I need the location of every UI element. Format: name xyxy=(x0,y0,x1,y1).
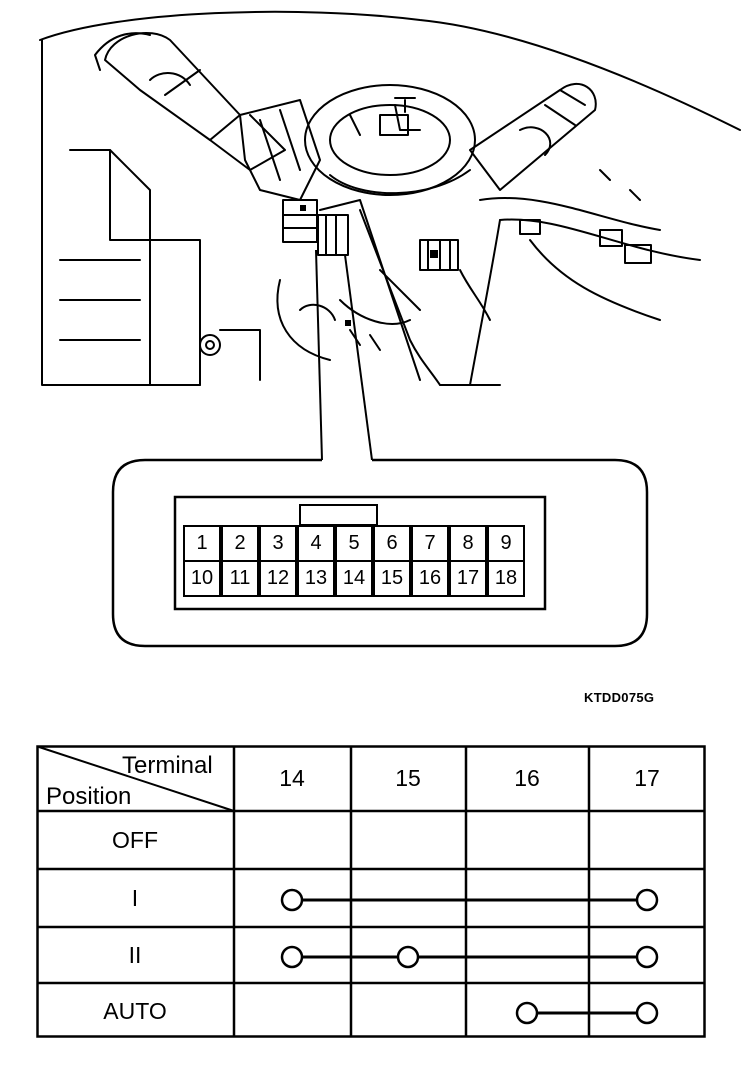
position-label-ii: II xyxy=(128,942,142,968)
position-label-i: I xyxy=(131,885,139,911)
connector-pin-10: 10 xyxy=(183,560,221,597)
continuity-node-i-14 xyxy=(282,890,302,910)
connector-pin-11: 11 xyxy=(221,560,259,597)
connector-pin-14: 14 xyxy=(335,560,373,597)
continuity-node-i-17 xyxy=(637,890,657,910)
header-terminal: Terminal xyxy=(122,752,213,779)
connector-pin-2: 2 xyxy=(221,525,259,562)
terminal-header-15: 15 xyxy=(395,765,421,791)
continuity-node-ii-17 xyxy=(637,947,657,967)
connector-pin-17: 17 xyxy=(449,560,487,597)
position-label-auto: AUTO xyxy=(103,998,167,1024)
terminal-header-14: 14 xyxy=(279,765,305,791)
connector-pin-6: 6 xyxy=(373,525,411,562)
connector-face xyxy=(183,525,533,601)
connector-pin-7: 7 xyxy=(411,525,449,562)
connector-pin-3: 3 xyxy=(259,525,297,562)
position-label-off: OFF xyxy=(112,827,158,853)
continuity-node-ii-14 xyxy=(282,947,302,967)
connector-pin-4: 4 xyxy=(297,525,335,562)
connector-pin-16: 16 xyxy=(411,560,449,597)
continuity-node-auto-16 xyxy=(517,1003,537,1023)
connector-pin-8: 8 xyxy=(449,525,487,562)
connector-pin-1: 1 xyxy=(183,525,221,562)
reference-code: KTDD075G xyxy=(584,690,655,705)
connector-pin-15: 15 xyxy=(373,560,411,597)
terminal-header-17: 17 xyxy=(634,765,660,791)
connector-pin-5: 5 xyxy=(335,525,373,562)
connector-pin-9: 9 xyxy=(487,525,525,562)
connector-pin-13: 13 xyxy=(297,560,335,597)
header-position: Position xyxy=(46,783,132,810)
connector-pin-12: 12 xyxy=(259,560,297,597)
continuity-node-auto-17 xyxy=(637,1003,657,1023)
continuity-node-ii-15 xyxy=(398,947,418,967)
terminal-header-16: 16 xyxy=(514,765,540,791)
connector-pin-18: 18 xyxy=(487,560,525,597)
